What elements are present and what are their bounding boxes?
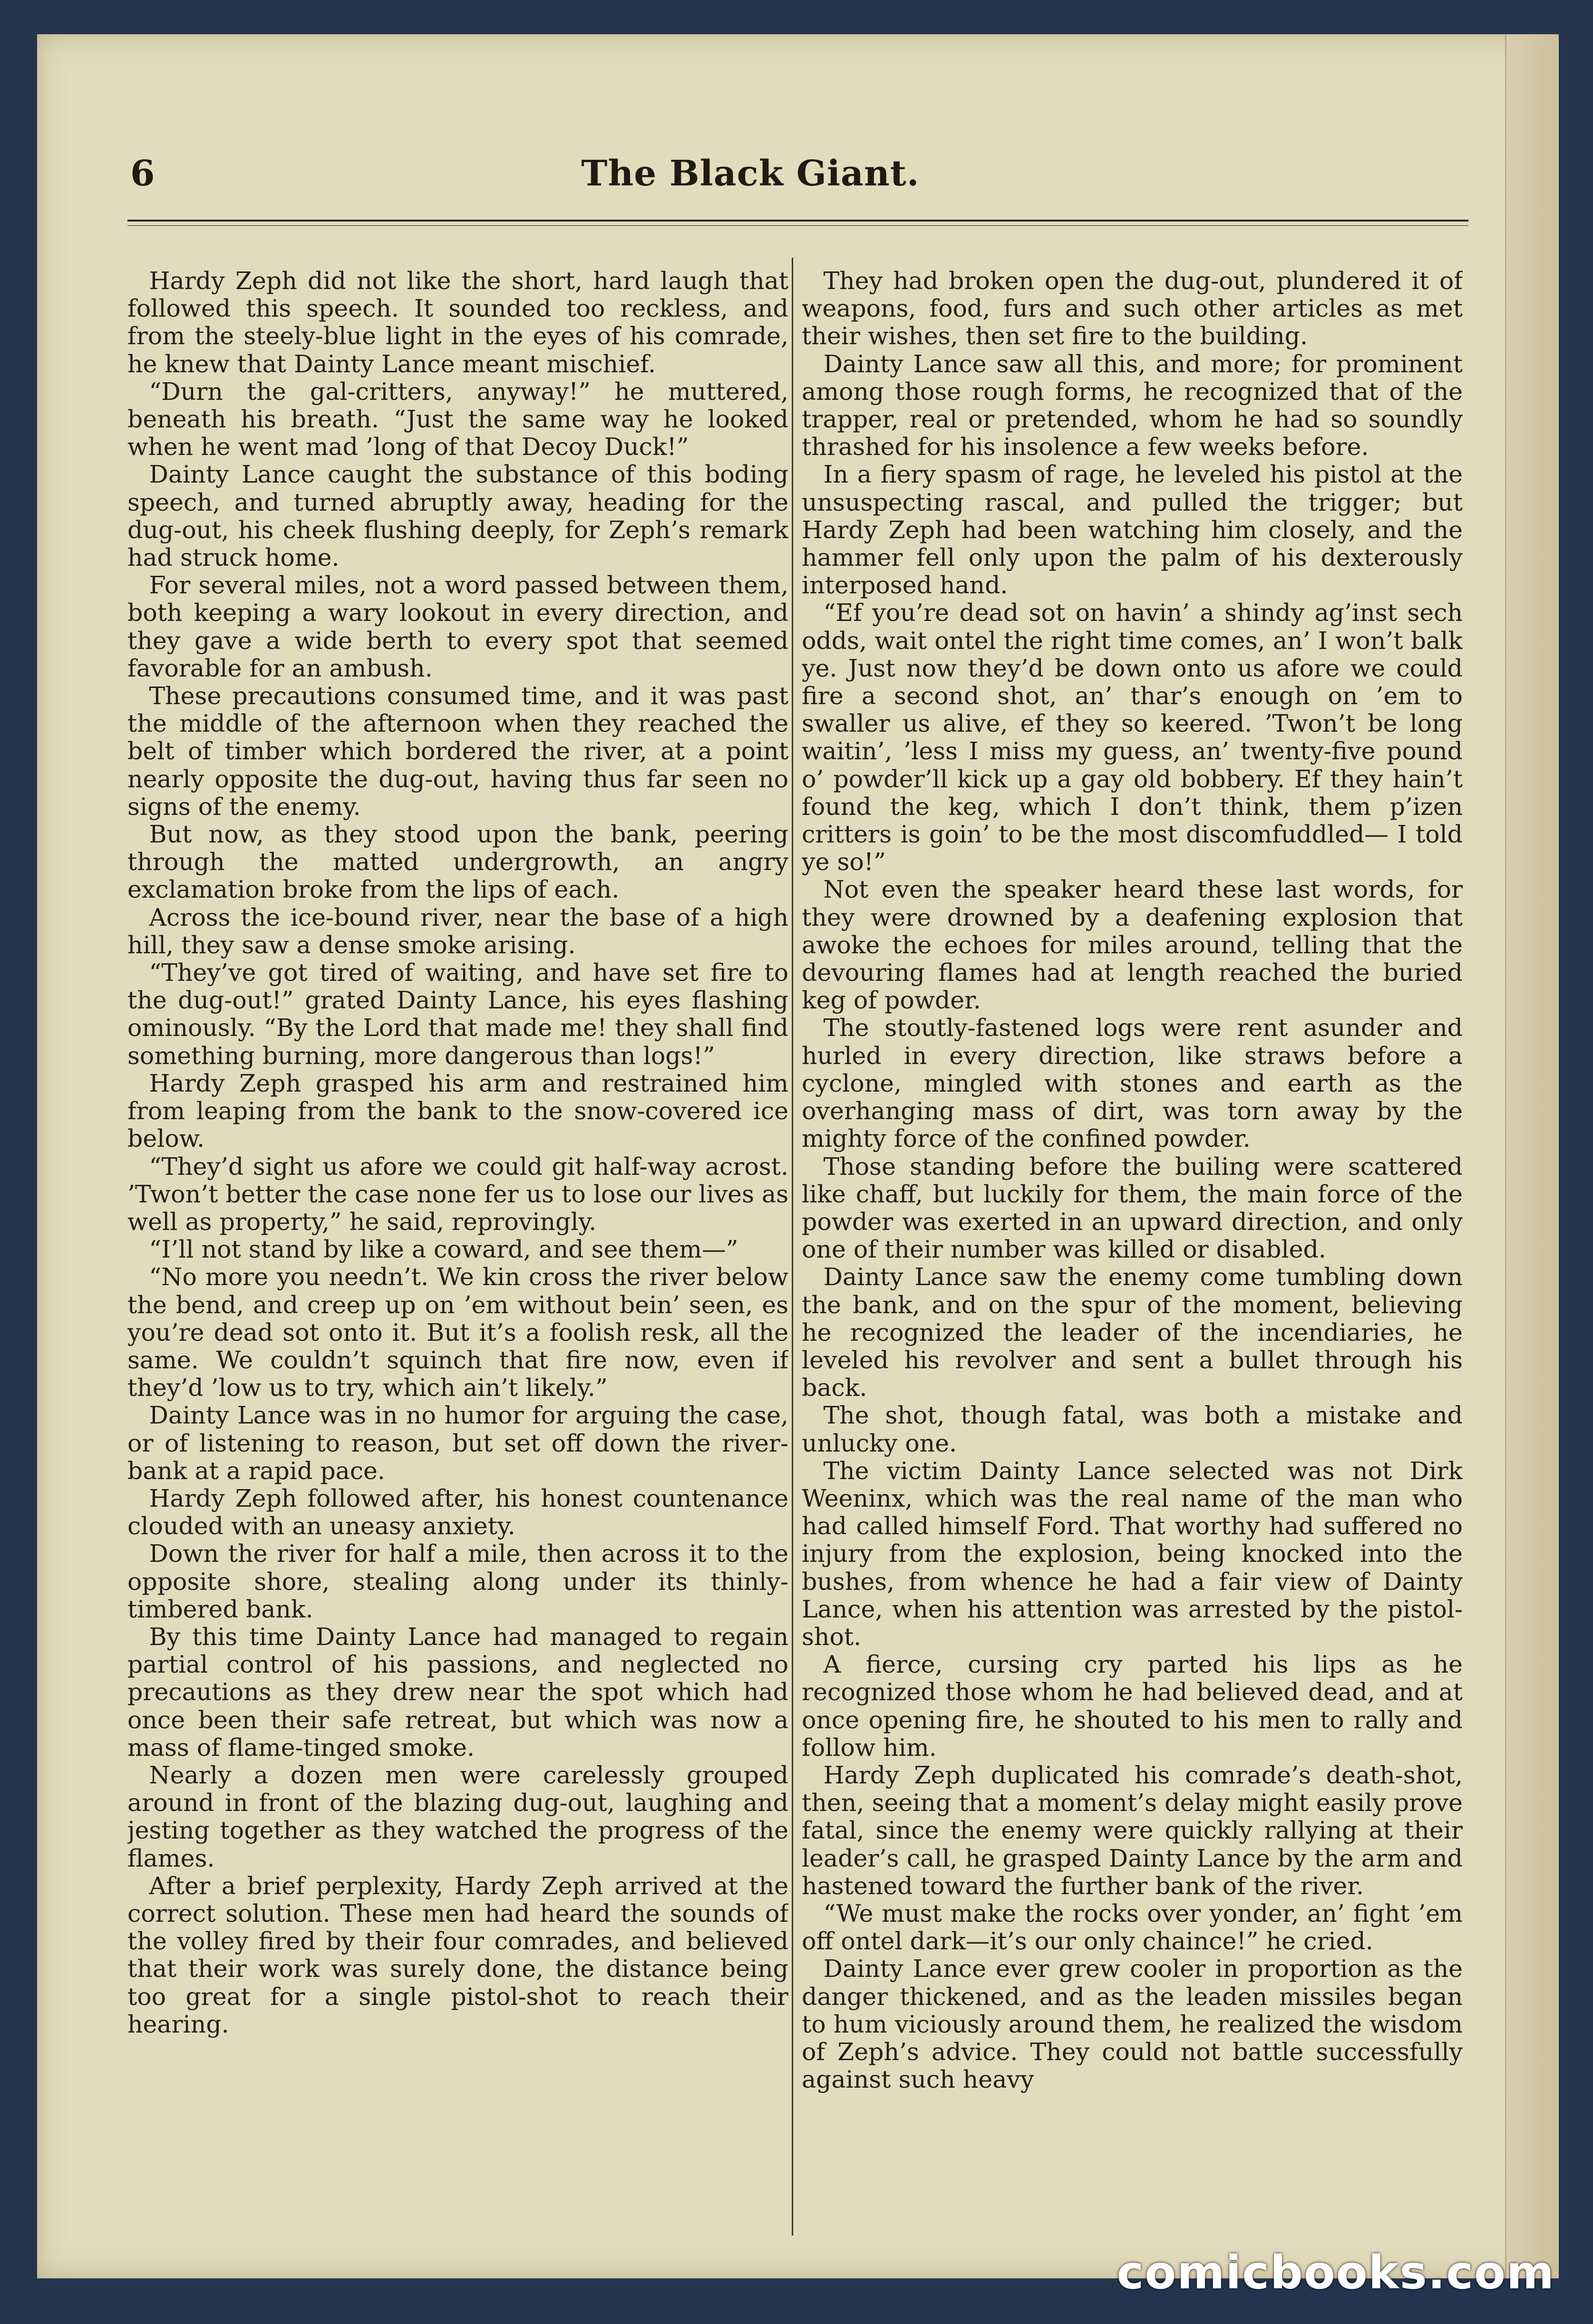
paragraph: Dainty Lance was in no humor for arguing the case, or of listening to reason, but set off down the river-bank at a rapid pace.: [127, 1401, 788, 1485]
paragraph: Nearly a dozen men were carelessly grouped around in front of the blazing dug-out, laughing and jesting together as they watched the progress of the flames.: [127, 1761, 788, 1872]
paragraph: “Durn the gal-critters, anyway!” he muttered, beneath his breath. “Just the same way he looked when he went mad ’long of that Decoy Duck!”: [127, 377, 788, 461]
paragraph: By this time Dainty Lance had managed to regain partial control of his passions, and neglected no precautions as they drew near the spot which had once been their safe retreat, but which was now a mass of flame-tinged smoke.: [127, 1622, 788, 1762]
paragraph: These precautions consumed time, and it was past the middle of the afternoon when they reached the belt of timber which bordered the river, at a point nearly opposite the dug-out, having thus far seen no signs of the enemy.: [127, 682, 788, 821]
paragraph: Down the river for half a mile, then across it to the opposite shore, stealing along under its thinly-timbered bank.: [127, 1540, 788, 1623]
running-title: The Black Giant.: [581, 153, 920, 194]
paragraph: Hardy Zeph followed after, his honest countenance clouded with an uneasy anxiety.: [127, 1484, 788, 1540]
paragraph: For several miles, not a word passed between them, both keeping a wary lookout in every direction, and they gave a wide berth to every spot that seemed favorable for an ambush.: [127, 571, 788, 682]
watermark-logo: comicbooks.com: [1117, 2246, 1555, 2299]
paragraph: In a fiery spasm of rage, he leveled his pistol at the unsuspecting rascal, and pulled the trigger; but Hardy Zeph had been watching him closely, and the hammer fell only upon the palm of his dexterously interposed hand.: [802, 460, 1463, 600]
paragraph: Dainty Lance caught the substance of this boding speech, and turned abruptly away, heading for the dug-out, his cheek flushing deeply, for Zeph’s remark had struck home.: [127, 460, 788, 572]
paragraph: Those standing before the builing were scattered like chaff, but luckily for them, the main force of the powder was exerted in an upward direction, and only one of their number was killed or disabled.: [802, 1152, 1463, 1264]
paragraph: “We must make the rocks over yonder, an’ fight ’em off ontel dark—it’s our only chaince!” he cried.: [802, 1899, 1463, 1956]
paragraph: A fierce, cursing cry parted his lips as he recognized those whom he had believed dead, and at once opening fire, he shouted to his men to rally and follow him.: [802, 1650, 1463, 1762]
paragraph: “No more you needn’t. We kin cross the river below the bend, and creep up on ’em without bein’ seen, es you’re dead sot onto it. But it’s a foolish resk, all the same. We couldn’t squinch that fire now, even if they’d ’low us to try, which ain’t likely.”: [127, 1263, 788, 1402]
header-rule-thin: [127, 225, 1468, 226]
paragraph: The shot, though fatal, was both a mistake and unlucky one.: [802, 1401, 1463, 1457]
paragraph: Dainty Lance saw all this, and more; for prominent among those rough forms, he recognized that of the trapper, real or pretended, whom he had so soundly thrashed for his insolence a few weeks before.: [802, 349, 1463, 461]
paragraph: Not even the speaker heard these last words, for they were drowned by a deafening explosion that awoke the echoes for miles around, telling that the devouring flames had at length reached the buried keg of powder.: [802, 875, 1463, 1015]
paragraph: Hardy Zeph did not like the short, hard laugh that followed this speech. It sounded too reckless, and from the steely-blue light in the eyes of his comrade, he knew that Dainty Lance meant mischief.: [127, 267, 788, 378]
paragraph: Hardy Zeph duplicated his comrade’s death-shot, then, seeing that a moment’s delay might easily prove fatal, since the enemy were quickly rallying at their leader’s call, he grasped Dainty Lance by the arm and hastened toward the further bank of the river.: [802, 1761, 1463, 1900]
paragraph: “They’d sight us afore we could git half-way acrost. ’Twon’t better the case none fer us to lose our lives as well as property,” he said, reprovingly.: [127, 1152, 788, 1236]
paragraph: After a brief perplexity, Hardy Zeph arrived at the correct solution. These men had heard the sounds of the volley fired by their four comrades, and believed that their work was surely done, the distance being too great for a single pistol-shot to reach their hearing.: [127, 1871, 788, 2038]
paragraph: “I’ll not stand by like a coward, and see them—”: [149, 1235, 738, 1264]
paragraph: Across the ice-bound river, near the base of a high hill, they saw a dense smoke arising.: [127, 903, 788, 959]
paragraph: Hardy Zeph grasped his arm and restrained him from leaping from the bank to the snow-covered ice below.: [127, 1069, 788, 1153]
paragraph: The victim Dainty Lance selected was not Dirk Weeninx, which was the real name of the man who had called himself Ford. That worthy had suffered no injury from the explosion, being knocked into the bushes, from whence he had a fair view of Dainty Lance, when his attention was arrested by the pistol-shot.: [802, 1456, 1463, 1651]
column-divider: [792, 258, 793, 2236]
paragraph: But now, as they stood upon the bank, peering through the matted undergrowth, an angry exclamation broke from the lips of each.: [127, 820, 788, 904]
right-column: [802, 267, 1463, 2255]
paragraph: “They’ve got tired of waiting, and have set fire to the dug-out!” grated Dainty Lance, his eyes flashing ominously. “By the Lord that made me! they shall find something burning, more dangerous than logs!”: [127, 959, 788, 1070]
page-edge: [1505, 34, 1559, 2278]
paragraph: Dainty Lance ever grew cooler in proportion as the danger thickened, and as the leaden missiles began to hum viciously around them, he realized the wisdom of Zeph’s advice. They could not battle successfully against such heavy: [802, 1955, 1463, 2094]
paragraph: The stoutly-fastened logs were rent asunder and hurled in every direction, like straws before a cyclone, mingled with stones and earth as the overhanging mass of dirt, was torn away by the mighty force of the confined powder.: [802, 1014, 1463, 1153]
paragraph: Dainty Lance saw the enemy come tumbling down the bank, and on the spur of the moment, believing he recognized the leader of the incendiaries, he leveled his revolver and sent a bullet through his back.: [802, 1263, 1463, 1402]
page-number: 6: [130, 153, 155, 194]
header-rule: [127, 220, 1468, 222]
left-column: [127, 267, 788, 2255]
paragraph: They had broken open the dug-out, plundered it of weapons, food, furs and such other articles as met their wishes, then set fire to the building.: [802, 267, 1463, 350]
page-header: [37, 153, 1559, 215]
book-page: [37, 34, 1559, 2278]
paragraph: “Ef you’re dead sot on havin’ a shindy ag’inst sech odds, wait ontel the right time comes, an’ I won’t balk ye. Just now they’d be down onto us afore we could fire a second shot, an’ thar’s enough on ’em to swaller us alive, ef they so keered. ’Twon’t be long waitin’, ’less I miss my guess, an’ twenty-five pound o’ powder’ll kick up a gay old bobbery. Ef they hain’t found the keg, which I don’t think, them p’izen critters is goin’ to be the most discomfuddled— I told ye so!”: [802, 599, 1463, 876]
